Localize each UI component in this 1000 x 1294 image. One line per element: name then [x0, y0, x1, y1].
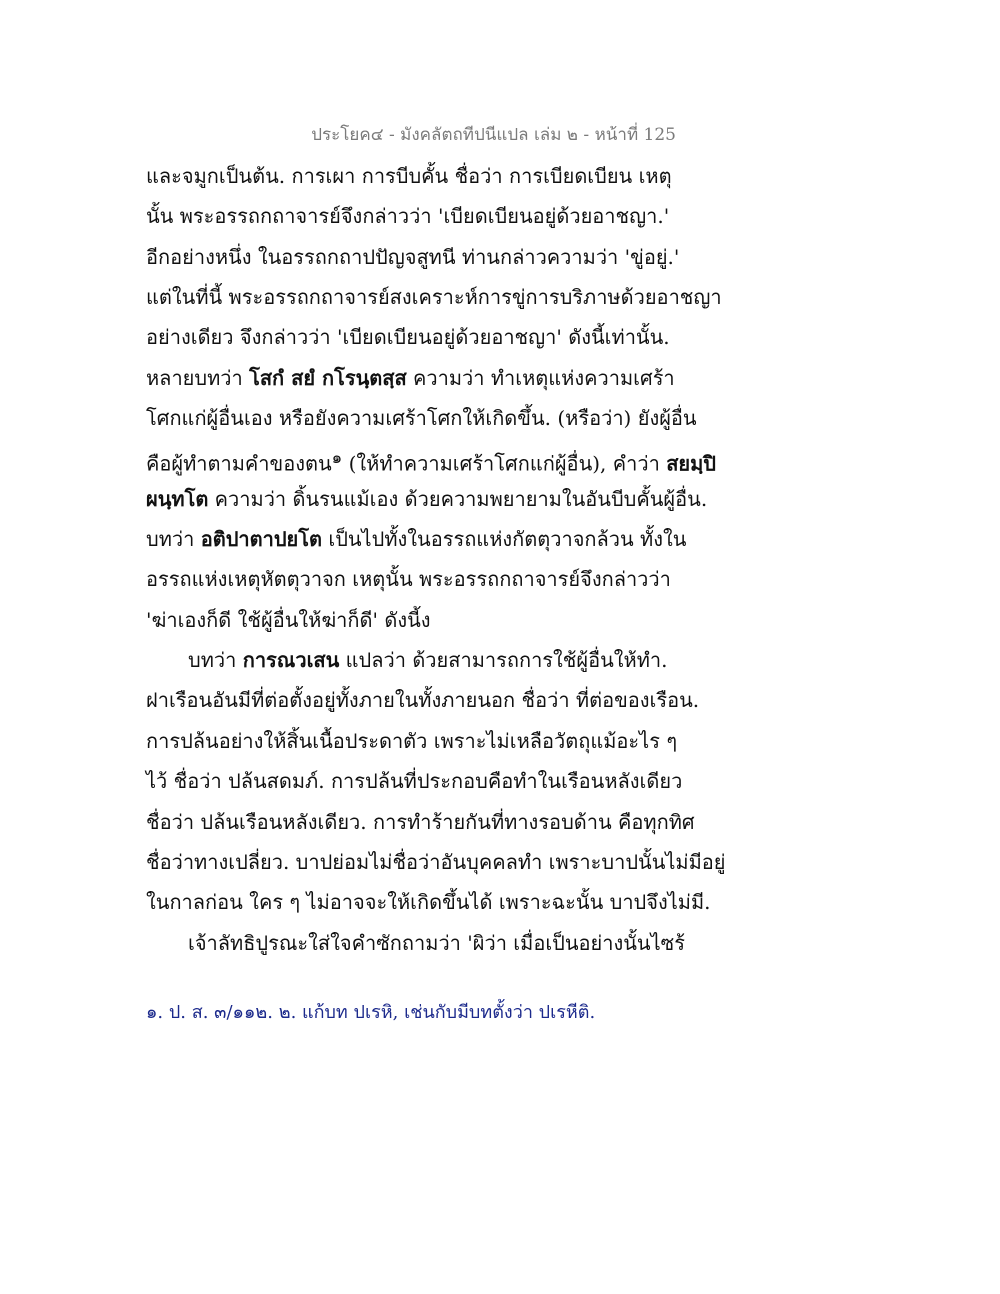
text-line	[146, 882, 711, 922]
text-segment: บทว่า	[188, 648, 243, 673]
footnote-marker: ๑	[331, 448, 343, 468]
page-header: ประโยค๔ - มังคลัตถทีปนีแปล เล่ม ๒ - หน้าที่ 125	[311, 125, 676, 145]
text-line	[146, 721, 706, 761]
text-segment: นั้น พระอรรถกถาจารย์จึงกล่าวว่า 'เบียดเบียนอยู่ด้วยอาชญา.'	[146, 204, 670, 229]
text-segment: ชื่อว่า ปล้นเรือนหลังเดียว. การทำร้ายกันที่ทางรอบด้าน คือทุกทิศ	[146, 809, 695, 834]
text-line	[146, 438, 716, 478]
bold-term: การณวเสน	[242, 648, 340, 673]
bold-term: อติปาตาปยโต	[200, 527, 322, 552]
text-segment: ชื่อว่าทางเปลี่ยว. บาปย่อมไม่ชื่อว่าอันบุคคลทำ เพราะบาปนั้นไม่มีอยู่	[146, 849, 726, 874]
text-segment: อีกอย่างหนึ่ง ในอรรถกถาปปัญจสูทนี ท่านกล่าวความว่า 'ขู่อยู่.'	[146, 244, 680, 269]
text-segment: หลายบทว่า	[146, 365, 250, 390]
text-line	[146, 680, 706, 720]
text-segment: ความว่า ทำเหตุแห่งความเศร้า	[406, 365, 675, 390]
text-segment: ฝาเรือนอันมีที่ต่อตั้งอยู่ทั้งภายในทั้งภายนอก ชื่อว่า ที่ต่อของเรือน.	[146, 688, 700, 713]
text-segment: เจ้าลัทธิปูรณะใส่ใจคำซักถามว่า 'ผิว่า เมื่อเป็นอย่างนั้นไซร้	[188, 930, 685, 955]
text-segment: แต่ในที่นี้ พระอรรถกถาจารย์สงเคราะห์การขู่การบริภาษด้วยอาชญา	[146, 285, 722, 310]
text-line	[146, 600, 706, 640]
footnote: ๑. ป. ส. ๓/๑๑๒. ๒. แก้บท ปเรหิ, เช่นกับมีบทตั้งว่า ปเรหีติ.	[146, 1002, 596, 1023]
text-segment: โศกแก่ผู้อื่นเอง หรือยังความเศร้าโศกให้เกิดขึ้น. (หรือว่า) ยังผู้อื่น	[146, 406, 697, 431]
text-segment: บทว่า	[146, 527, 201, 552]
text-segment: เป็นไปทั้งในอรรถแห่งกัตตุวาจกล้วน ทั้งใน	[322, 527, 687, 552]
text-line	[146, 923, 706, 963]
text-segment: ความว่า ดิ้นรนแม้เอง ด้วยความพยายามในอันบีบคั้นผู้อื่น.	[208, 486, 708, 511]
text-line	[146, 842, 726, 882]
text-segment: 'ฆ่าเองก็ดี ใช้ผู้อื่นให้ฆ่าก็ดี' ดังนี้ง	[146, 607, 431, 632]
text-segment: อย่างเดียว จึงกล่าวว่า 'เบียดเบียนอยู่ด้วยอาชญา' ดังนี้เท่านั้น.	[146, 325, 670, 350]
text-line	[146, 559, 706, 599]
body-text	[146, 156, 726, 963]
text-line	[146, 519, 706, 559]
text-line	[146, 640, 706, 680]
text-line	[146, 358, 706, 398]
text-line	[146, 277, 722, 317]
text-line	[146, 196, 706, 236]
text-segment: คือผู้ทำตามคำของตน	[146, 452, 332, 477]
text-segment: ไว้ ชื่อว่า ปล้นสดมภ์. การปล้นที่ประกอบคือทำในเรือนหลังเดียว	[146, 769, 683, 794]
bold-term: โสกํ สยํ กโรนฺตสฺส	[249, 365, 407, 390]
text-line	[146, 317, 706, 357]
text-segment: ในกาลก่อน ใคร ๆ ไม่อาจจะให้เกิดขึ้นได้ เพราะฉะนั้น บาปจึงไม่มี.	[146, 890, 711, 915]
text-line	[146, 398, 706, 438]
text-line	[146, 802, 706, 842]
text-segment: การปล้นอย่างให้สิ้นเนื้อประดาตัว เพราะไม่เหลือวัตถุแม้อะไร ๆ	[146, 728, 678, 753]
bold-term: ผนฺทโต	[146, 486, 209, 511]
text-segment: แปลว่า ด้วยสามารถการใช้ผู้อื่นให้ทำ.	[339, 648, 668, 673]
text-line	[146, 156, 706, 196]
text-line	[146, 237, 706, 277]
text-segment: (ให้ทำความเศร้าโศกแก่ผู้อื่น), คำว่า	[342, 452, 667, 477]
text-segment: อรรถแห่งเหตุหัตตุวาจก เหตุนั้น พระอรรถกถาจารย์จึงกล่าวว่า	[146, 567, 671, 592]
text-segment: และจมูกเป็นต้น. การเผา การบีบคั้น ชื่อว่า การเบียดเบียน เหตุ	[146, 164, 672, 188]
text-line	[146, 761, 706, 801]
text-line	[146, 479, 706, 519]
bold-term: สยมฺปิ	[666, 452, 716, 477]
